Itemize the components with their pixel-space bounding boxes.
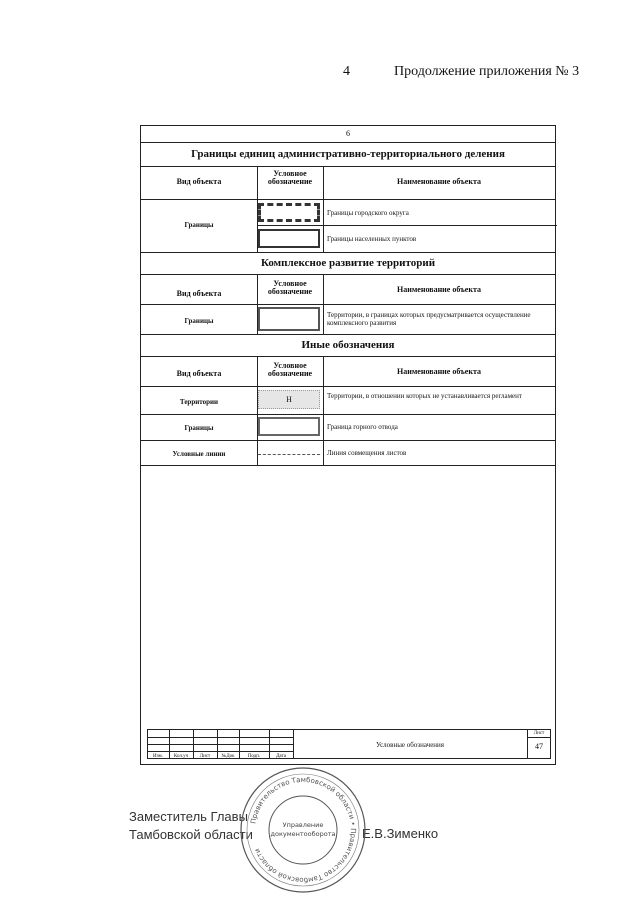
section3-col-name: Наименование объекта — [397, 367, 481, 376]
official-seal — [238, 765, 368, 895]
section1-col-symbol: Условное обозначение — [267, 169, 313, 186]
inner-page-number: 6 — [141, 126, 555, 143]
page-header-number: 4 — [343, 64, 350, 79]
tb-col-kolvo: Кол.уч — [173, 754, 189, 759]
section2-col-kind: Вид объекта — [176, 289, 222, 298]
section2-kind: Границы — [184, 317, 214, 325]
section1-col-name: Наименование объекта — [397, 177, 481, 186]
signature-name: Е.В.Зименко — [362, 826, 439, 841]
settlement-boundary-symbol — [258, 229, 320, 248]
sheet-join-line-symbol — [258, 454, 320, 455]
tb-col-list: Лист — [199, 754, 211, 759]
tb-sheet-number: 47 — [535, 742, 543, 751]
section1-row2: Границы населенных пунктов — [327, 235, 417, 243]
sheet-frame — [140, 125, 556, 765]
signature-line1: Заместитель Главы — [129, 809, 248, 824]
section3-row1-kind: Территории — [179, 398, 219, 406]
section1-title: Границы единиц административно-территориального деления — [191, 148, 505, 160]
section1-kind: Границы — [184, 221, 214, 229]
section3-row3-kind: Условные линии — [172, 450, 226, 458]
section3-col-kind: Вид объекта — [176, 369, 222, 378]
tb-col-sign: Подп. — [247, 754, 261, 759]
section3-title: Иные обозначения — [301, 339, 395, 351]
tb-col-izm: Изм. — [153, 754, 163, 759]
svg-text:документооборота: документооборота — [270, 830, 336, 838]
section1-row1: Границы городского округа — [327, 209, 409, 217]
tb-col-date: Дата — [276, 754, 286, 759]
section3-row3-name: Линия совмещения листов — [327, 449, 407, 457]
tb-sheet-label: Лист — [533, 731, 545, 736]
svg-text:Управление: Управление — [282, 821, 324, 829]
section2-col-symbol: Условное обозначение — [267, 279, 313, 296]
title-block — [147, 729, 551, 759]
signature-line2: Тамбовской области — [129, 827, 253, 842]
section3-row2-name: Граница горного отвода — [327, 423, 398, 431]
city-boundary-symbol — [258, 203, 320, 222]
tb-caption: Условные обозначения — [375, 741, 445, 749]
unregulated-territory-symbol: Н — [258, 390, 320, 409]
mining-allotment-symbol — [258, 417, 320, 436]
svg-text:Правительство Тамбовской облас: Правительство Тамбовской области • Правительство Тамбовской области — [249, 775, 358, 885]
section1-col-kind: Вид объекта — [176, 177, 222, 186]
signature-position — [129, 808, 253, 844]
development-area-symbol — [258, 307, 320, 331]
section3-row2-kind: Границы — [184, 424, 214, 432]
tb-col-doc: №Док — [221, 754, 235, 759]
section3-row1-name: Территории, в отношении которых не устанавливается регламент — [327, 392, 522, 400]
page-header-title: Продолжение приложения № 3 — [394, 64, 580, 79]
section2-title: Комплексное развитие территорий — [260, 257, 436, 269]
section2-col-name: Наименование объекта — [397, 285, 481, 294]
section2-row1: Территории, в границах которых предусматривается осуществление комплексного развития — [327, 311, 531, 327]
section3-col-symbol: Условное обозначение — [267, 361, 313, 378]
